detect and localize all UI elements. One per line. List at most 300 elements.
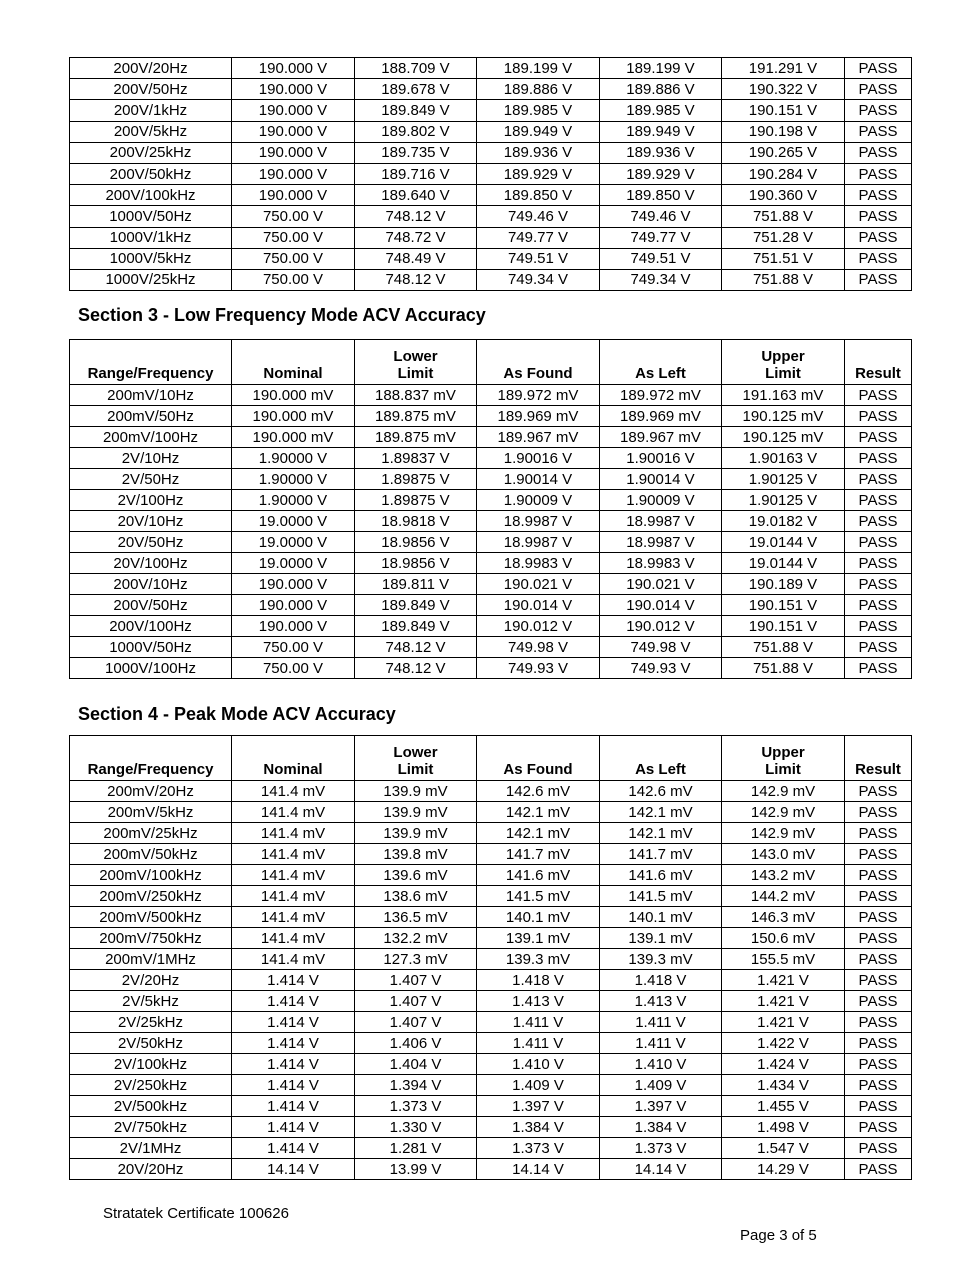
table-row [70,616,912,637]
table-row [70,406,912,427]
table-cell: 19.0000 V [232,511,355,532]
table-cell: 138.6 mV [355,886,477,907]
table-cell: 1000V/1kHz [70,227,232,248]
table-cell: 751.88 V [722,658,845,679]
table-cell: 748.12 V [355,269,477,290]
table-cell: 19.0182 V [722,511,845,532]
table-cell: PASS [845,532,912,553]
table-cell: PASS [845,886,912,907]
table-cell: 141.4 mV [232,907,355,928]
table-row [70,269,912,290]
table-cell: 2V/1MHz [70,1138,232,1159]
table-cell: 143.0 mV [722,844,845,865]
table-cell: 200V/20Hz [70,58,232,79]
table-row [70,886,912,907]
table-cell: 1.414 V [232,1117,355,1138]
table-cell: PASS [845,248,912,269]
table-cell: 200mV/20Hz [70,781,232,802]
table-cell: 142.1 mV [600,823,722,844]
column-header-text: Limit [765,761,801,778]
table-cell: 749.51 V [600,248,722,269]
table-cell: 18.9987 V [600,532,722,553]
table-cell: 189.850 V [600,185,722,206]
header-row [70,736,912,781]
table-cell: PASS [845,79,912,100]
column-header-text: As Left [635,365,686,382]
table-cell: 190.000 V [232,79,355,100]
column-header-text: Result [855,365,901,382]
table-cell: 1.90014 V [477,469,600,490]
table-cell: PASS [845,490,912,511]
table-cell: 200V/25kHz [70,142,232,163]
table-header [70,736,912,781]
table-cell: 1.411 V [477,1012,600,1033]
table-cell: 141.6 mV [600,865,722,886]
table-cell: 190.000 V [232,142,355,163]
column-header-text: Upper [761,348,805,365]
table-cell: 750.00 V [232,637,355,658]
section3-table [69,339,912,679]
table-cell: 189.849 V [355,595,477,616]
table-cell: 1.409 V [600,1075,722,1096]
table-cell: 748.72 V [355,227,477,248]
table-cell: 1.414 V [232,1054,355,1075]
table-cell: PASS [845,781,912,802]
table-row [70,823,912,844]
column-header [70,340,232,385]
table-row [70,1096,912,1117]
table-cell: 189.985 V [600,100,722,121]
table-cell: 1.414 V [232,1012,355,1033]
table-cell: 2V/500kHz [70,1096,232,1117]
table-cell: 142.1 mV [477,823,600,844]
table-cell: 142.9 mV [722,823,845,844]
column-header [355,340,477,385]
table-row [70,427,912,448]
table-header [70,340,912,385]
table-row [70,595,912,616]
table-cell: 2V/750kHz [70,1117,232,1138]
table-cell: 190.000 V [232,100,355,121]
table-cell: 200mV/500kHz [70,907,232,928]
table-cell: 190.000 V [232,185,355,206]
table-cell: 20V/20Hz [70,1159,232,1180]
table-cell: 189.849 V [355,100,477,121]
table-cell: 146.3 mV [722,907,845,928]
table-cell: PASS [845,163,912,184]
table-cell: 140.1 mV [600,907,722,928]
table-row [70,574,912,595]
table-row [70,490,912,511]
table-row [70,448,912,469]
table-cell: 1.89875 V [355,490,477,511]
table-cell: 189.886 V [600,79,722,100]
table-cell: 189.985 V [477,100,600,121]
table-cell: 750.00 V [232,206,355,227]
table-cell: 200mV/1MHz [70,949,232,970]
table-cell: 200V/50kHz [70,163,232,184]
table-cell: 751.88 V [722,637,845,658]
table-cell: 200V/5kHz [70,121,232,142]
table-cell: 200mV/250kHz [70,886,232,907]
table-cell: 189.967 mV [600,427,722,448]
table-cell: 141.4 mV [232,886,355,907]
column-header-text: Upper [761,744,805,761]
table-cell: 142.6 mV [477,781,600,802]
table-row [70,865,912,886]
table-cell: 189.199 V [600,58,722,79]
table-cell: 190.014 V [600,595,722,616]
table-cell: PASS [845,406,912,427]
table-cell: 1.90014 V [600,469,722,490]
table-cell: 1.394 V [355,1075,477,1096]
table-cell: 1000V/50Hz [70,206,232,227]
table-cell: 18.9856 V [355,553,477,574]
table-cell: 1.90016 V [600,448,722,469]
table-cell: 189.949 V [477,121,600,142]
table-cell: 20V/50Hz [70,532,232,553]
table-cell: 188.709 V [355,58,477,79]
table-cell: 139.3 mV [477,949,600,970]
table-cell: 200mV/5kHz [70,802,232,823]
table-cell: 1.90125 V [722,469,845,490]
column-header [477,736,600,781]
table-row [70,907,912,928]
table-cell: 749.93 V [600,658,722,679]
table-row [70,121,912,142]
table-cell: 1.414 V [232,991,355,1012]
table-cell: 748.12 V [355,637,477,658]
table-cell: 1.90000 V [232,448,355,469]
table-cell: PASS [845,121,912,142]
table-cell: 1.90009 V [600,490,722,511]
table-cell: 189.850 V [477,185,600,206]
table-cell: 200V/100kHz [70,185,232,206]
table-cell: 750.00 V [232,658,355,679]
table-cell: 19.0144 V [722,532,845,553]
table-cell: 190.021 V [600,574,722,595]
table-cell: 1000V/5kHz [70,248,232,269]
table-body [70,781,912,1180]
table-cell: 190.000 V [232,574,355,595]
table-cell: 14.14 V [600,1159,722,1180]
table-cell: 2V/10Hz [70,448,232,469]
table-cell: 189.969 mV [600,406,722,427]
table-row [70,385,912,406]
table-cell: 1.411 V [600,1033,722,1054]
table-row [70,949,912,970]
table-cell: 2V/5kHz [70,991,232,1012]
table-cell: 749.77 V [477,227,600,248]
column-header [722,340,845,385]
table-cell: 751.51 V [722,248,845,269]
table-cell: 141.4 mV [232,802,355,823]
table-cell: 751.88 V [722,269,845,290]
table-cell: 1.89875 V [355,469,477,490]
table-row [70,511,912,532]
table-cell: 200mV/100kHz [70,865,232,886]
table-cell: 1.90000 V [232,490,355,511]
table-cell: 200V/1kHz [70,100,232,121]
table-cell: PASS [845,511,912,532]
table-cell: 189.886 V [477,79,600,100]
table-cell: PASS [845,227,912,248]
table-cell: 139.6 mV [355,865,477,886]
table-cell: PASS [845,970,912,991]
table-cell: 1.413 V [477,991,600,1012]
column-header-text: Lower [393,744,438,761]
table-cell: 189.972 mV [600,385,722,406]
table-cell: 189.716 V [355,163,477,184]
table-cell: PASS [845,100,912,121]
table-cell: 1.498 V [722,1117,845,1138]
table-cell: 155.5 mV [722,949,845,970]
table-cell: 2V/25kHz [70,1012,232,1033]
table-cell: 189.969 mV [477,406,600,427]
table-row [70,637,912,658]
table-cell: 1000V/25kHz [70,269,232,290]
table-cell: 189.936 V [477,142,600,163]
table-cell: 190.000 V [232,58,355,79]
table-cell: 127.3 mV [355,949,477,970]
table-cell: 18.9856 V [355,532,477,553]
column-header [845,736,912,781]
table-cell: 1.90000 V [232,469,355,490]
table-cell: 190.000 V [232,595,355,616]
table-cell: PASS [845,823,912,844]
column-header-text: Range/Frequency [87,365,214,382]
column-header-text: As Found [503,761,573,778]
table-cell: 188.837 mV [355,385,477,406]
table-cell: 1.411 V [477,1033,600,1054]
table-row [70,100,912,121]
table-cell: 141.4 mV [232,844,355,865]
table-cell: 139.1 mV [477,928,600,949]
table-cell: 200mV/50kHz [70,844,232,865]
table-cell: PASS [845,58,912,79]
table-cell: 748.12 V [355,658,477,679]
table-cell: PASS [845,1012,912,1033]
table-cell: 141.4 mV [232,823,355,844]
table-cell: 2V/100kHz [70,1054,232,1075]
table-cell: 190.000 mV [232,427,355,448]
column-header-text: Result [855,761,901,778]
table-cell: 189.640 V [355,185,477,206]
table-cell: 190.125 mV [722,406,845,427]
table-cell: PASS [845,616,912,637]
table-cell: 2V/100Hz [70,490,232,511]
column-header [355,736,477,781]
table-cell: PASS [845,553,912,574]
table-cell: 1.547 V [722,1138,845,1159]
column-header-text: Range/Frequency [87,761,214,778]
table-row [70,185,912,206]
table-cell: 18.9983 V [600,553,722,574]
table-cell: PASS [845,469,912,490]
table-cell: 14.14 V [232,1159,355,1180]
column-header [232,340,355,385]
table-row [70,1138,912,1159]
header-row [70,340,912,385]
table-cell: 142.9 mV [722,781,845,802]
table-cell: 1.421 V [722,991,845,1012]
table-cell: 190.125 mV [722,427,845,448]
table-cell: 142.1 mV [477,802,600,823]
table-cell: 749.34 V [600,269,722,290]
table-cell: 189.929 V [477,163,600,184]
table-cell: 749.34 V [477,269,600,290]
column-header-text: As Left [635,761,686,778]
table-cell: PASS [845,427,912,448]
table-cell: 14.14 V [477,1159,600,1180]
table-cell: 19.0000 V [232,553,355,574]
table-cell: 749.46 V [600,206,722,227]
table-cell: 190.360 V [722,185,845,206]
table-row [70,802,912,823]
table-cell: 142.1 mV [600,802,722,823]
table-cell: PASS [845,658,912,679]
table-row [70,532,912,553]
table-row [70,1033,912,1054]
table-cell: 140.1 mV [477,907,600,928]
table-cell: 2V/50Hz [70,469,232,490]
table-cell: PASS [845,385,912,406]
table-cell: PASS [845,1117,912,1138]
table-cell: 200mV/750kHz [70,928,232,949]
table-cell: 1.421 V [722,970,845,991]
table-cell: 1000V/100Hz [70,658,232,679]
table-cell: PASS [845,574,912,595]
table-cell: 1.90125 V [722,490,845,511]
column-header [70,736,232,781]
table-cell: 189.936 V [600,142,722,163]
table-row [70,970,912,991]
column-header [600,340,722,385]
table-row [70,1159,912,1180]
column-header-text: Limit [765,365,801,382]
table-cell: 200mV/100Hz [70,427,232,448]
table-cell: 1.410 V [477,1054,600,1075]
table-cell: PASS [845,949,912,970]
column-header [845,340,912,385]
table-cell: 750.00 V [232,269,355,290]
table-cell: PASS [845,185,912,206]
table-row [70,227,912,248]
table-cell: 190.000 V [232,121,355,142]
table-row [70,1012,912,1033]
section2-continued-table [69,57,912,291]
table-cell: 144.2 mV [722,886,845,907]
table-cell: 1.90016 V [477,448,600,469]
table-cell: 189.678 V [355,79,477,100]
table-cell: 141.4 mV [232,781,355,802]
table-cell: 142.9 mV [722,802,845,823]
table-cell: 190.151 V [722,595,845,616]
table-cell: 1.397 V [600,1096,722,1117]
table-cell: 141.4 mV [232,949,355,970]
table-cell: PASS [845,1075,912,1096]
table-cell: 141.7 mV [477,844,600,865]
table-cell: 200V/100Hz [70,616,232,637]
table-cell: 189.802 V [355,121,477,142]
table-cell: 19.0144 V [722,553,845,574]
column-header-text: Nominal [263,365,323,382]
table-cell: 1.455 V [722,1096,845,1117]
table-row [70,206,912,227]
column-header [477,340,600,385]
table-cell: 139.1 mV [600,928,722,949]
table-cell: 1.397 V [477,1096,600,1117]
table-cell: 190.000 V [232,616,355,637]
table-cell: 749.93 V [477,658,600,679]
certificate-number: Stratatek Certificate 100626 [103,1205,289,1222]
table-cell: 143.2 mV [722,865,845,886]
table-cell: 18.9987 V [600,511,722,532]
section4-title: Section 4 - Peak Mode ACV Accuracy [78,704,396,724]
table-cell: 139.9 mV [355,781,477,802]
table-cell: 18.9818 V [355,511,477,532]
table-row [70,1054,912,1075]
table-cell: 139.8 mV [355,844,477,865]
table-cell: PASS [845,448,912,469]
table-row [70,1117,912,1138]
table-body [70,58,912,291]
table-cell: 141.6 mV [477,865,600,886]
table-cell: 141.7 mV [600,844,722,865]
table-cell: 200V/50Hz [70,79,232,100]
table-cell: 18.9987 V [477,511,600,532]
table-cell: 748.12 V [355,206,477,227]
table-cell: 190.012 V [477,616,600,637]
table-cell: 1.90009 V [477,490,600,511]
table-cell: 139.3 mV [600,949,722,970]
table-cell: 749.98 V [477,637,600,658]
table-cell: 200mV/50Hz [70,406,232,427]
table-cell: 200V/10Hz [70,574,232,595]
table-row [70,991,912,1012]
table-row [70,844,912,865]
table-cell: 189.967 mV [477,427,600,448]
table-cell: 18.9983 V [477,553,600,574]
table-cell: PASS [845,1054,912,1075]
table-cell: 1.414 V [232,1096,355,1117]
table-cell: 1.90163 V [722,448,845,469]
table-cell: 200mV/25kHz [70,823,232,844]
table-cell: 1.373 V [355,1096,477,1117]
table-cell: 1.384 V [477,1117,600,1138]
section4-table [69,735,912,1180]
table-cell: 190.151 V [722,100,845,121]
table-cell: 1.414 V [232,1033,355,1054]
table-row [70,928,912,949]
table-cell: 191.163 mV [722,385,845,406]
table-cell: PASS [845,865,912,886]
table-cell: 1.281 V [355,1138,477,1159]
table-cell: 191.291 V [722,58,845,79]
column-header-text: Lower [393,348,438,365]
table-cell: PASS [845,907,912,928]
table-cell: 190.265 V [722,142,845,163]
page-number: Page 3 of 5 [740,1227,817,1244]
table-cell: 136.5 mV [355,907,477,928]
table-cell: PASS [845,595,912,616]
table-cell: PASS [845,802,912,823]
table-cell: 189.849 V [355,616,477,637]
table-cell: 1.434 V [722,1075,845,1096]
table-cell: 749.77 V [600,227,722,248]
table-cell: 1.410 V [600,1054,722,1075]
table-cell: PASS [845,637,912,658]
